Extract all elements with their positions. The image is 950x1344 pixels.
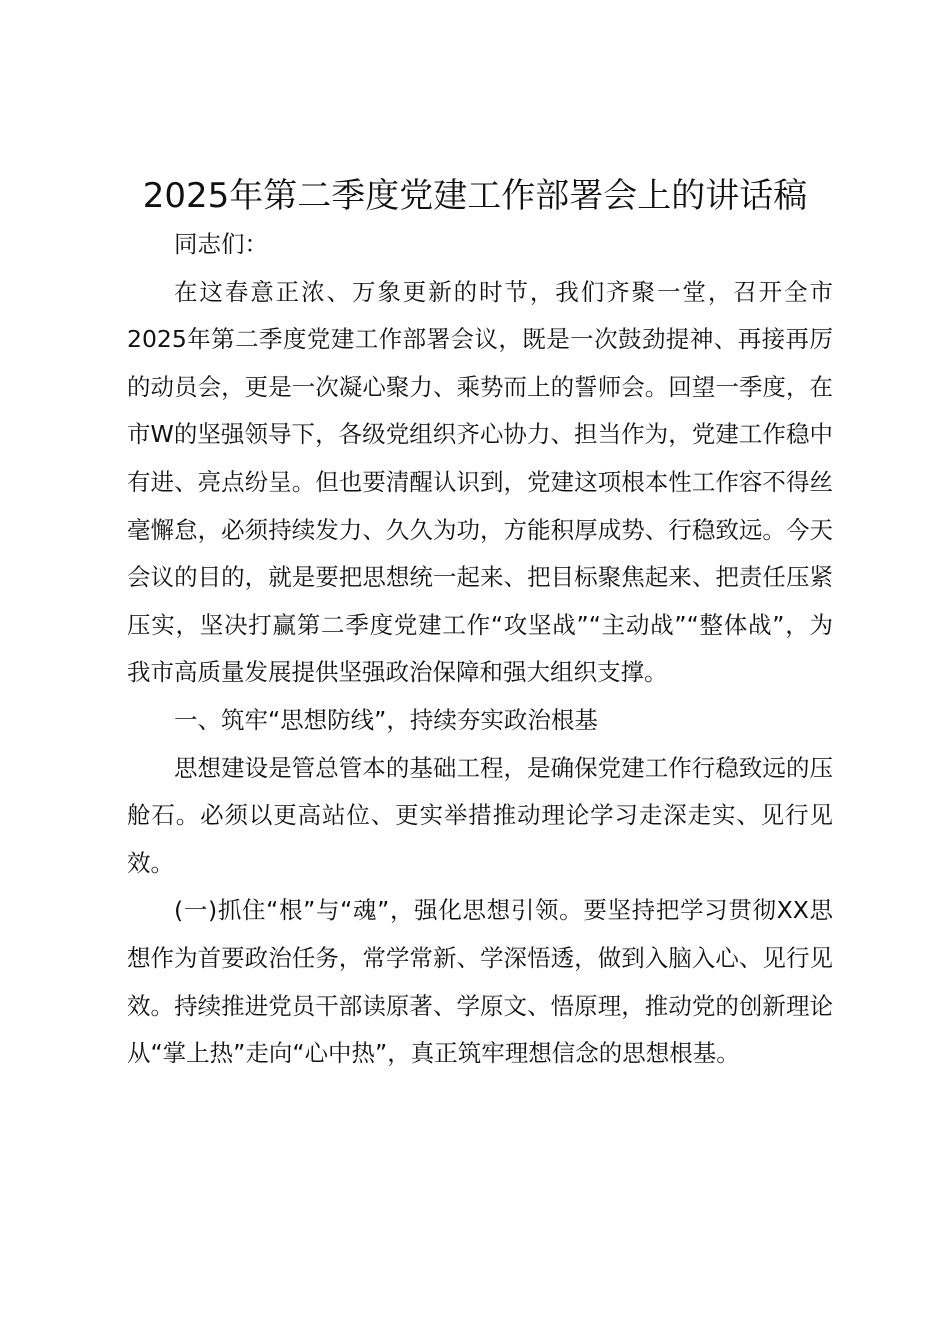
paragraph-opening: 在这春意正浓、万象更新的时节，我们齐聚一堂，召开全市2025年第二季度党建工作部署会议，既是一次鼓劲提神、再接再厉的动员会，更是一次凝心聚力、乘势而上的誓师会。回望一季度，在市W的坚强领导下，各级党组织齐心协力、担当作为，党建工作稳中有进、亮点纷呈。但也要清醒认识到，党建这项根本性工作容不得丝毫懈怠，必须持续发力、久久为功，方能积厚成势、行稳致远。今天会议的目的，就是要把思想统一起来、把目标聚焦起来、把责任压紧压实，坚决打赢第二季度党建工作“攻坚战”“主动战”“整体战”，为我市高质量发展提供坚强政治保障和强大组织支撑。 (127, 277, 833, 687)
paragraph-section-1-intro: 思想建设是管总管本的基础工程，是确保党建工作行稳致远的压舱石。必须以更高站位、更实举措推动理论学习走深走实、见行见效。 (127, 753, 833, 877)
document-title: 2025年第二季度党建工作部署会上的讲话稿 (142, 176, 808, 216)
salutation: 同志们： (174, 230, 268, 258)
paragraph-subsection-1: (一)抓住“根”与“魂”，强化思想引领。要坚持把学习贯彻XX思想作为首要政治任务，常学常新、学深悟透，做到入脑入心、见行见效。持续推进党员干部读原著、学原文、悟原理，推动党的创新理论从“掌上热”走向“心中热”，真正筑牢理想信念的思想根基。 (127, 896, 833, 1068)
document-body (127, 221, 833, 1078)
section-heading-1: 一、筑牢“思想防线”，持续夯实政治根基 (174, 705, 598, 734)
